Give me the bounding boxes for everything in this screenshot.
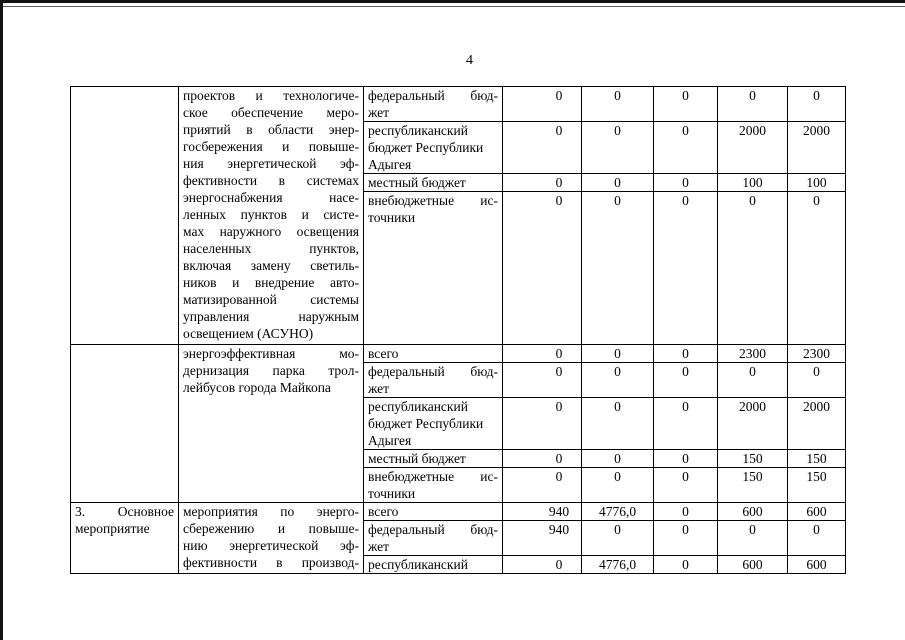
text-line: внебюджетные ис- <box>368 193 498 208</box>
text-line: 3. Основное <box>75 504 174 519</box>
row-description-cell <box>179 345 364 503</box>
value-cell: 0 <box>582 87 654 122</box>
text-line: республиканский бюджет Республики Адыгея <box>368 123 484 172</box>
table-row <box>71 87 846 122</box>
value-cell: 0 <box>503 87 582 122</box>
text-line: нию энергетической эф- <box>183 538 359 553</box>
value-cell: 0 <box>582 174 654 192</box>
funding-source-cell <box>364 468 503 503</box>
text-line: дернизация парка трол- <box>183 363 359 378</box>
text-line: матизированной системы <box>183 292 359 307</box>
value-cell: 2300 <box>788 345 846 363</box>
value-cell: 0 <box>654 521 718 556</box>
text-line: республиканский бюджет Республики Адыгея <box>368 399 484 448</box>
text-line: внебюджетные ис- <box>368 469 498 484</box>
budget-table <box>70 86 846 574</box>
table-row <box>71 345 846 363</box>
text-line: ленных пунктов и систе- <box>183 207 359 222</box>
value-cell: 0 <box>582 192 654 345</box>
value-cell: 150 <box>788 468 846 503</box>
value-cell: 0 <box>582 398 654 450</box>
text-line: ское обеспечение меро- <box>183 105 359 120</box>
text-line: федеральный бюд- <box>368 522 498 537</box>
value-cell: 150 <box>718 450 788 468</box>
value-cell: 0 <box>582 468 654 503</box>
value-cell: 0 <box>788 363 846 398</box>
text-line: федеральный бюд- <box>368 364 498 379</box>
value-cell: 2000 <box>788 398 846 450</box>
text-line: ния энергетической эф- <box>183 156 359 171</box>
value-cell: 150 <box>718 468 788 503</box>
value-cell: 0 <box>654 398 718 450</box>
text-line: энергоснабжения насе- <box>183 190 359 205</box>
value-cell: 2000 <box>718 122 788 174</box>
funding-source-cell <box>364 363 503 398</box>
text-line: республиканский <box>368 557 468 572</box>
value-cell: 0 <box>654 556 718 574</box>
text-line: всего <box>368 504 399 519</box>
value-cell: 4776,0 <box>582 503 654 521</box>
text-line: госбережения и повыше- <box>183 139 359 154</box>
value-cell: 0 <box>503 556 582 574</box>
value-cell: 0 <box>503 468 582 503</box>
value-cell: 0 <box>718 192 788 345</box>
value-cell: 0 <box>654 468 718 503</box>
text-line: мероприятие <box>75 521 150 536</box>
text-line: энергоэффективная мо- <box>183 346 359 361</box>
scan-border-top-inner <box>0 6 905 7</box>
text-line: включая замену светиль- <box>183 258 359 273</box>
funding-source-cell <box>364 174 503 192</box>
value-cell: 100 <box>788 174 846 192</box>
text-line: жет <box>368 539 390 554</box>
value-cell: 0 <box>654 450 718 468</box>
scan-border-top <box>0 0 905 3</box>
table-row <box>71 503 846 521</box>
row-description-cell <box>179 503 364 574</box>
value-cell: 0 <box>503 398 582 450</box>
funding-source-cell <box>364 556 503 574</box>
funding-source-cell <box>364 521 503 556</box>
text-line: жет <box>368 105 390 120</box>
funding-source-cell <box>364 122 503 174</box>
value-cell: 0 <box>654 345 718 363</box>
text-line: сбережению и повыше- <box>183 521 359 536</box>
value-cell: 0 <box>582 363 654 398</box>
text-line: приятий в области энер- <box>183 122 359 137</box>
value-cell: 0 <box>654 174 718 192</box>
value-cell: 0 <box>718 87 788 122</box>
value-cell: 2000 <box>718 398 788 450</box>
row-number-cell <box>71 345 179 503</box>
value-cell: 0 <box>582 122 654 174</box>
text-line: проектов и технологиче- <box>183 88 359 103</box>
funding-source-cell <box>364 192 503 345</box>
value-cell: 0 <box>582 450 654 468</box>
value-cell: 0 <box>582 345 654 363</box>
value-cell: 2300 <box>718 345 788 363</box>
page-number: 4 <box>466 53 473 68</box>
text-line: точники <box>368 486 416 501</box>
text-line: федеральный бюд- <box>368 88 498 103</box>
text-line: мах наружного освещения <box>183 224 359 239</box>
value-cell: 0 <box>788 87 846 122</box>
value-cell: 0 <box>582 521 654 556</box>
text-line: всего <box>368 346 399 361</box>
funding-source-cell <box>364 87 503 122</box>
value-cell: 0 <box>788 192 846 345</box>
funding-source-cell <box>364 398 503 450</box>
value-cell: 0 <box>654 122 718 174</box>
value-cell: 0 <box>654 503 718 521</box>
text-line: жет <box>368 381 390 396</box>
text-line: фективности в производ- <box>183 555 359 570</box>
value-cell: 0 <box>503 192 582 345</box>
row-number-cell <box>71 87 179 345</box>
value-cell: 2000 <box>788 122 846 174</box>
row-description-cell <box>179 87 364 345</box>
value-cell: 600 <box>788 503 846 521</box>
value-cell: 0 <box>718 521 788 556</box>
value-cell: 940 <box>503 503 582 521</box>
value-cell: 4776,0 <box>582 556 654 574</box>
value-cell: 600 <box>718 503 788 521</box>
value-cell: 940 <box>503 521 582 556</box>
value-cell: 0 <box>503 174 582 192</box>
text-line: лейбусов города Майкопа <box>183 380 331 395</box>
text-line: точники <box>368 210 416 225</box>
value-cell: 0 <box>788 521 846 556</box>
funding-source-cell <box>364 345 503 363</box>
row-number-cell <box>71 503 179 574</box>
text-line: мероприятия по энерго- <box>183 504 359 519</box>
value-cell: 100 <box>718 174 788 192</box>
text-line: управления наружным <box>183 309 359 324</box>
value-cell: 150 <box>788 450 846 468</box>
scan-border-left <box>0 0 3 640</box>
text-line: местный бюджет <box>368 175 466 190</box>
text-line: освещением (АСУНО) <box>183 326 314 341</box>
text-line: ников и внедрение авто- <box>183 275 359 290</box>
funding-source-cell <box>364 503 503 521</box>
value-cell: 0 <box>654 363 718 398</box>
funding-source-cell <box>364 450 503 468</box>
value-cell: 0 <box>503 450 582 468</box>
value-cell: 600 <box>718 556 788 574</box>
value-cell: 0 <box>503 363 582 398</box>
text-line: местный бюджет <box>368 451 466 466</box>
value-cell: 0 <box>654 87 718 122</box>
text-line: населенных пунктов, <box>183 241 359 256</box>
value-cell: 0 <box>503 122 582 174</box>
text-line: фективности в системах <box>183 173 359 188</box>
value-cell: 0 <box>718 363 788 398</box>
value-cell: 600 <box>788 556 846 574</box>
value-cell: 0 <box>654 192 718 345</box>
value-cell: 0 <box>503 345 582 363</box>
